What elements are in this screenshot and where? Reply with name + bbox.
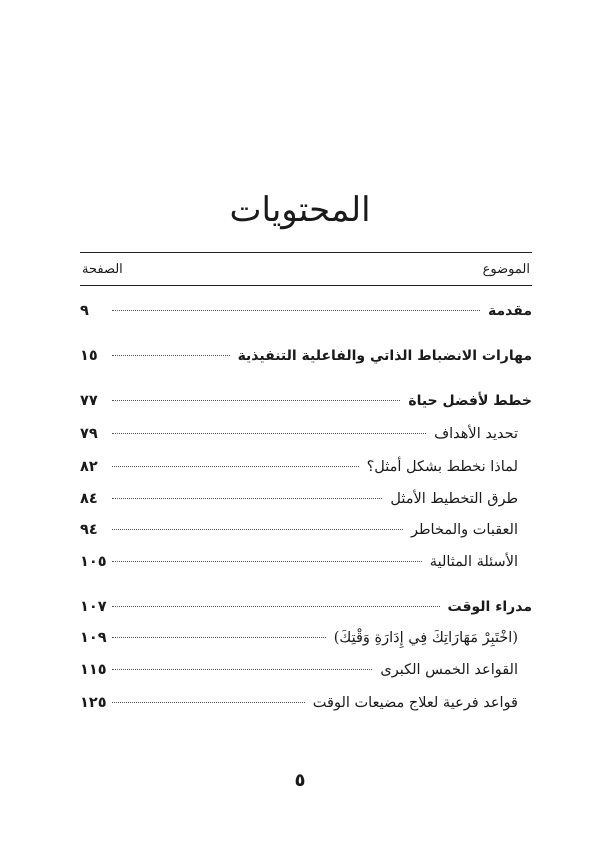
toc-entry[interactable]: [80, 599, 532, 623]
leader-dots: [112, 310, 480, 311]
toc-entry-label: قواعد فرعية لعلاج مضيعات الوقت: [312, 695, 518, 711]
toc-entry-label: مهارات الانضباط الذاتي والفاعلية التنفيذية: [237, 348, 532, 364]
leader-dots: [112, 498, 382, 499]
toc-entry-page: ٨٢: [80, 459, 98, 475]
leader-dots: [112, 355, 230, 356]
toc-entry[interactable]: [80, 491, 532, 515]
toc-entry-page: ٩٤: [80, 522, 98, 538]
leader-dots: [112, 400, 400, 401]
toc-entry[interactable]: [80, 303, 532, 327]
toc-entry[interactable]: [80, 522, 532, 546]
leader-dots: [112, 606, 440, 607]
toc-entry[interactable]: [80, 630, 532, 654]
toc-entry-label: تحديد الأهداف: [434, 426, 518, 442]
toc-entry-label: الأسئلة المثالية: [429, 554, 518, 570]
toc-entry[interactable]: [80, 459, 532, 483]
leader-dots: [112, 433, 426, 434]
toc-entry-page: ١٠٩: [80, 630, 107, 646]
toc-entry[interactable]: [80, 695, 532, 719]
page-column-label: الصفحة: [82, 261, 123, 277]
toc-entry-label: (اخْتَبِرْ مَهَارَاتِكَ فِي إِدَارَةِ وَقْتِكَ): [333, 630, 518, 646]
toc-entry-label: العقبات والمخاطر: [411, 522, 518, 538]
toc-entry-label: لماذا نخطط بشكل أمثل؟: [366, 459, 518, 475]
toc-entry-label: طرق التخطيط الأمثل: [390, 491, 518, 507]
toc-entry-label: مقدمة: [488, 303, 532, 319]
leader-dots: [112, 702, 305, 703]
toc-entry-page: ١٥: [80, 348, 98, 364]
toc-entry-page: ١٠٥: [80, 554, 107, 570]
topic-column-label: الموضوع: [482, 261, 530, 277]
toc-entry-page: ١٢٥: [80, 695, 107, 711]
toc-entry-page: ٨٤: [80, 491, 98, 507]
toc-entry-page: ١١٥: [80, 662, 107, 678]
page-number: ٥: [294, 770, 306, 791]
toc-entry[interactable]: [80, 393, 532, 417]
toc-entry[interactable]: [80, 348, 532, 372]
toc-entry[interactable]: [80, 426, 532, 450]
leader-dots: [112, 561, 422, 562]
toc-entry-label: مدراء الوقت: [447, 599, 532, 615]
toc-entry-label: القواعد الخمس الكبرى: [380, 662, 518, 678]
leader-dots: [112, 637, 326, 638]
toc-header: [80, 252, 532, 286]
leader-dots: [112, 466, 359, 467]
toc-entry[interactable]: [80, 662, 532, 686]
leader-dots: [112, 669, 372, 670]
toc-entry-page: ١٠٧: [80, 599, 107, 615]
toc-entry-page: ٩: [80, 303, 89, 319]
toc-entry-page: ٧٧: [80, 393, 98, 409]
toc-entry-label: خطط لأفضل حياة: [408, 393, 532, 409]
page-title: المحتويات: [229, 190, 371, 230]
toc-entry[interactable]: [80, 554, 532, 578]
toc-entry-page: ٧٩: [80, 426, 98, 442]
leader-dots: [112, 529, 403, 530]
